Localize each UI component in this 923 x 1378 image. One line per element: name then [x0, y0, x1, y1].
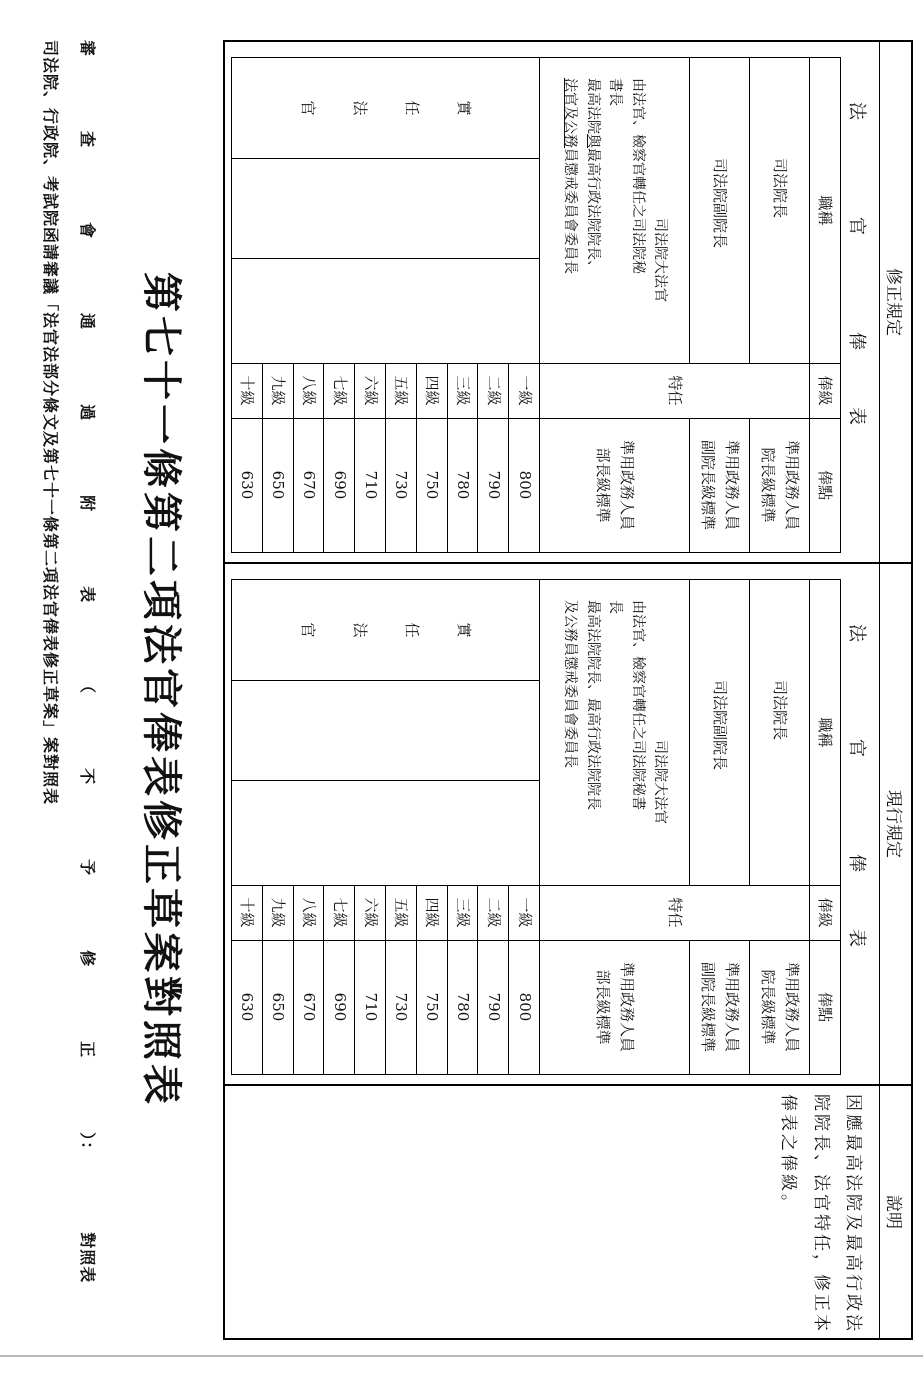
current-grade-teren: 特任 — [666, 897, 684, 928]
header-char: ）： — [78, 1132, 97, 1159]
column-divider — [225, 1084, 911, 1086]
revised-points-cell: 790 — [484, 470, 503, 500]
table-label-fa: 法 — [846, 102, 867, 120]
column-header-explanation: 說明 — [879, 1086, 911, 1338]
revised-row3-title: 司法院大法官 由法官、檢察官轉任之司法院秘 書長 最高法院與最高行政法院院長、 法官及公務員懲戒委員會委員長 — [562, 78, 668, 302]
current-grade-cell: 六級 — [361, 897, 380, 928]
current-points-cell: 670 — [300, 992, 319, 1022]
revised-grade-rows — [232, 363, 540, 552]
revised-grade-cell: 十級 — [238, 375, 257, 406]
current-points-cell: 750 — [423, 992, 442, 1022]
header-points: 俸點 — [816, 469, 834, 500]
current-shiren-label: 實 任 法 官 — [299, 622, 473, 638]
revised-grade-cell: 六級 — [361, 375, 380, 406]
revised-points-cell: 630 — [238, 470, 257, 500]
header-char: 予 — [78, 859, 97, 877]
revised-row2-title: 司法院副院長 — [711, 158, 729, 249]
revised-grade-cell: 七級 — [330, 375, 349, 406]
current-grade-cell: 二級 — [484, 897, 503, 928]
revised-points-cell: 670 — [300, 470, 319, 500]
table-label-biao: 表 — [846, 929, 867, 947]
current-points-cell: 780 — [454, 992, 473, 1022]
explanation-text: 因應最高法院及最高行政法院院長、法官特任，修正本俸表之俸級。 — [778, 1094, 863, 1334]
page-title: 第七十一條第二項法官俸表修正草案對照表 — [138, 272, 185, 1108]
header-char: 通 — [78, 313, 97, 331]
current-row3-points: 準用政務人員 部長級標準 — [594, 961, 636, 1052]
current-grade-cell: 一級 — [515, 897, 534, 928]
revised-grade-cell: 四級 — [423, 375, 442, 406]
header-char: 不 — [78, 768, 97, 786]
revised-points-cell: 780 — [454, 470, 473, 500]
revised-grade-teren: 特任 — [666, 375, 684, 406]
header-char: （ — [78, 677, 97, 695]
revised-row1-title: 司法院長 — [771, 158, 789, 219]
current-salary-table — [231, 579, 841, 1075]
current-grade-cell: 八級 — [300, 897, 319, 928]
revised-grade-cell: 八級 — [300, 375, 319, 406]
column-header-revised: 修正規定 — [879, 42, 911, 562]
header-title: 職稱 — [816, 195, 834, 226]
current-points-cell: 730 — [392, 992, 411, 1022]
revised-row2-points: 準用政務人員 副院長級標準 — [699, 439, 741, 530]
revised-grade-cell: 一級 — [515, 375, 534, 406]
column-divider — [225, 562, 911, 564]
page-edge-line — [0, 1355, 923, 1357]
current-points-cell: 800 — [515, 992, 534, 1022]
revised-points-cell: 800 — [515, 470, 534, 500]
header-grade: 俸級 — [816, 897, 834, 928]
table-label-feng: 俸 — [846, 332, 867, 350]
current-grade-cell: 四級 — [423, 897, 442, 928]
revised-grade-cell: 二級 — [484, 375, 503, 406]
current-row3-title: 司法院大法官 由法官、檢察官轉任之司法院秘書 長 最高法院院長、最高行政法院院長 及公務員懲戒委員會委員長 — [562, 600, 668, 824]
revised-salary-table — [231, 57, 841, 553]
current-grade-cell: 九級 — [269, 897, 288, 928]
current-points-cell: 690 — [330, 992, 349, 1022]
current-row2-points: 準用政務人員 副院長級標準 — [699, 961, 741, 1052]
current-points-cell: 790 — [484, 992, 503, 1022]
header-char: 查 — [78, 131, 97, 149]
current-row1-points: 準用政務人員 院長級標準 — [759, 961, 801, 1052]
current-grade-rows — [232, 885, 540, 1074]
table-label-guan: 官 — [846, 217, 867, 235]
header-char: 過 — [78, 404, 97, 422]
revised-points-cell: 650 — [269, 470, 288, 500]
table-label-biao: 表 — [846, 407, 867, 425]
header-char: 修 — [78, 950, 97, 968]
document-header-line-1: 司法院、行政院、考試院函請審議「法官法部分條文及第七十一條第二項法官俸表修正草案」案對照表 — [41, 40, 60, 806]
document-header-line-2 — [77, 40, 100, 1340]
current-points-cell: 630 — [238, 992, 257, 1022]
revised-points-cell: 730 — [392, 470, 411, 500]
header-grade: 俸級 — [816, 375, 834, 406]
revised-grade-cell: 三級 — [454, 375, 473, 406]
header-char: 審 — [78, 40, 97, 58]
header-char: 表 — [78, 586, 97, 604]
column-header-current: 現行規定 — [879, 564, 911, 1084]
revised-points-cell: 710 — [361, 470, 380, 500]
current-row2-title: 司法院副院長 — [711, 680, 729, 771]
header-char: 附 — [78, 495, 97, 513]
header-char: 正 — [78, 1041, 97, 1059]
revised-shiren-label: 實 任 法 官 — [299, 100, 473, 116]
revised-row1-points: 準用政務人員 院長級標準 — [759, 439, 801, 530]
revised-grade-cell: 五級 — [392, 375, 411, 406]
revised-points-cell: 750 — [423, 470, 442, 500]
current-grade-cell: 七級 — [330, 897, 349, 928]
header-title: 職稱 — [816, 717, 834, 748]
header-char: 對照表 — [78, 1232, 97, 1284]
current-grade-cell: 五級 — [392, 897, 411, 928]
current-points-cell: 710 — [361, 992, 380, 1022]
current-row1-title: 司法院長 — [771, 680, 789, 741]
table-label-fa: 法 — [846, 624, 867, 642]
revised-points-cell: 690 — [330, 470, 349, 500]
revised-grade-cell: 九級 — [269, 375, 288, 406]
current-grade-cell: 三級 — [454, 897, 473, 928]
revised-row3-points: 準用政務人員 部長級標準 — [594, 439, 636, 530]
current-grade-cell: 十級 — [238, 897, 257, 928]
header-points: 俸點 — [816, 991, 834, 1022]
header-char: 會 — [78, 222, 97, 240]
table-label-guan: 官 — [846, 739, 867, 757]
comparison-table — [223, 40, 913, 1340]
current-points-cell: 650 — [269, 992, 288, 1022]
table-label-feng: 俸 — [846, 854, 867, 872]
